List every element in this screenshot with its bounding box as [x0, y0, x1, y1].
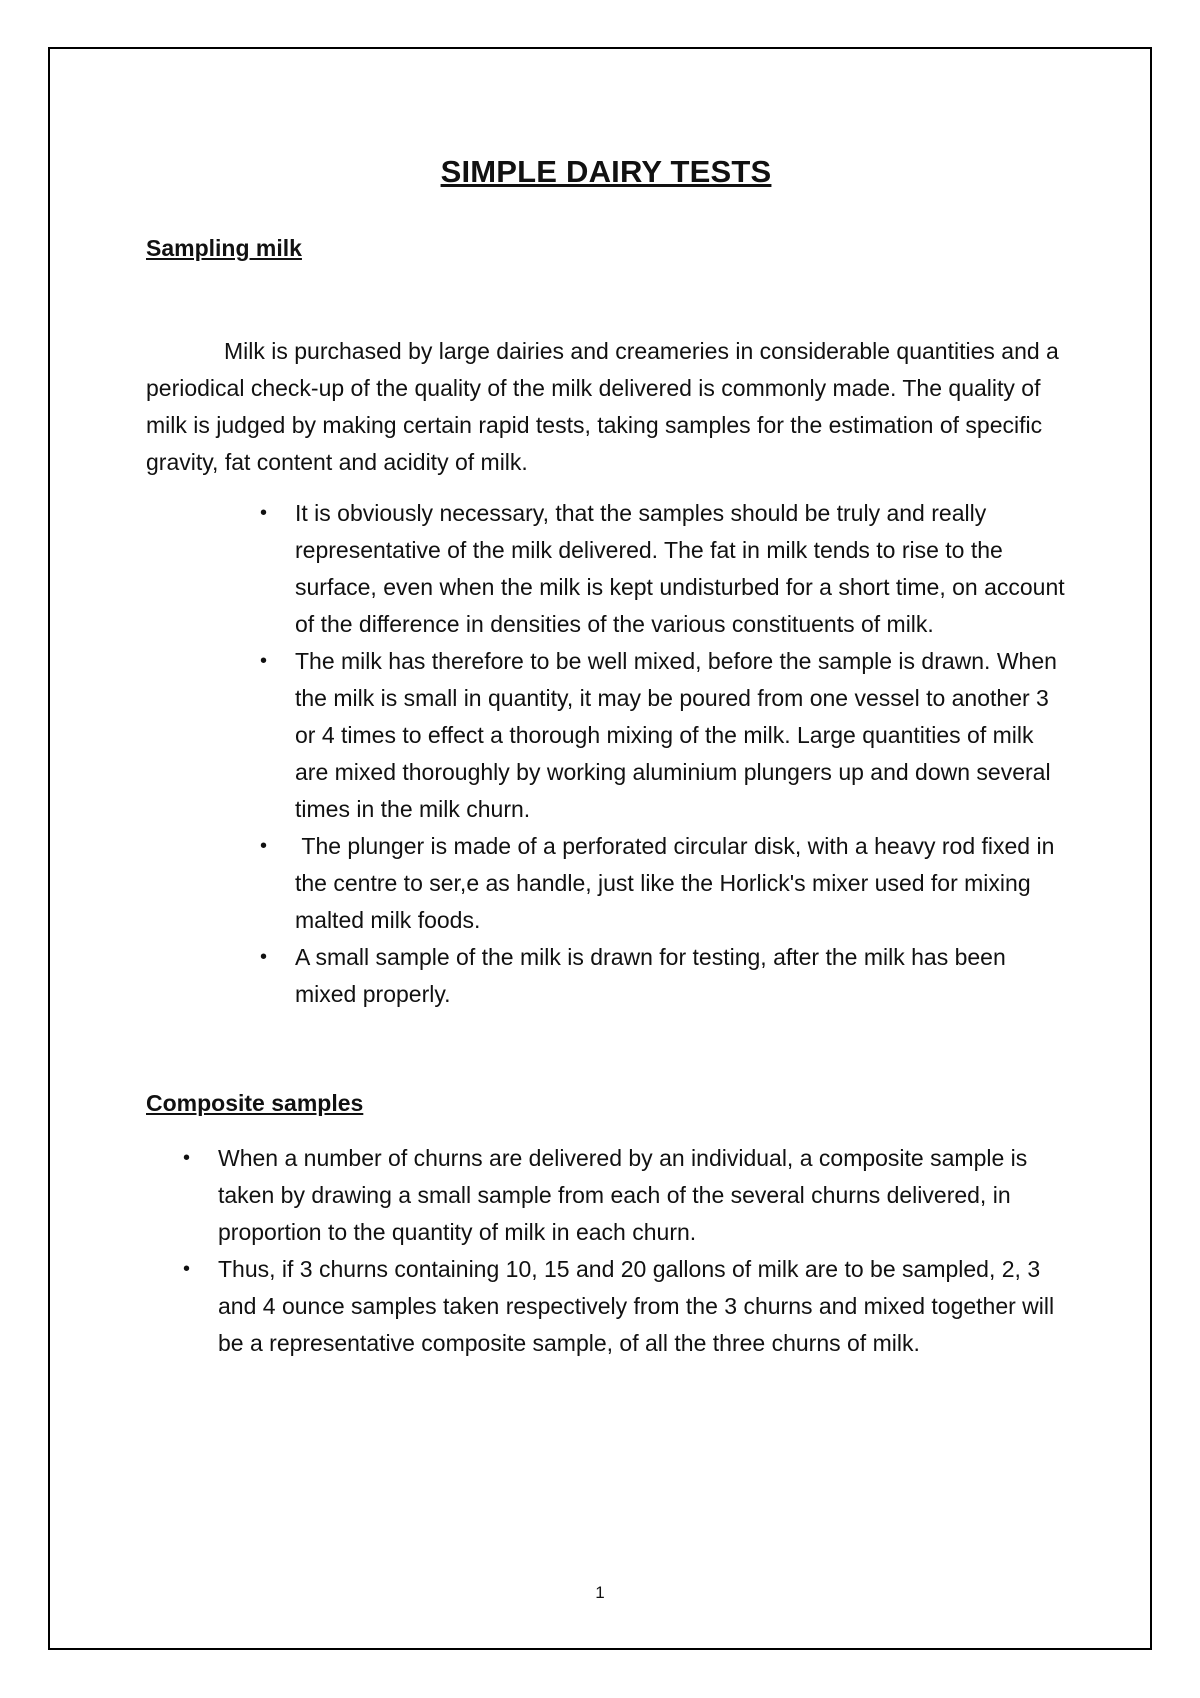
- list-item-text: The milk has therefore to be well mixed, before the sample is drawn. When the milk is small in quantity, it may be poured from one vessel to another 3 or 4 times to effect a thorough mixing of the milk. Large quantities of milk are mixed thoroughly by working aluminium plungers up and down several times in the milk churn.: [295, 648, 1057, 822]
- list-item-text: Thus, if 3 churns containing 10, 15 and 20 gallons of milk are to be sampled, 2, 3 and 4 ounce samples taken respectively from the 3 churns and mixed together will be a representative composite sample, of all the three churns of milk.: [218, 1256, 1055, 1356]
- bullet-icon: •: [260, 502, 268, 524]
- bullet-icon: •: [260, 946, 268, 968]
- composite-samples-bullet-list: [183, 1140, 1068, 1362]
- bullet-icon: •: [183, 1258, 191, 1280]
- sampling-milk-bullet-list: [260, 495, 1065, 1013]
- page-number: 1: [595, 1583, 605, 1602]
- bullet-icon: •: [260, 835, 268, 857]
- list-item-text: It is obviously necessary, that the samples should be truly and really representative of the milk delivered. The fat in milk tends to rise to the surface, even when the milk is kept undisturbed for a short time, on account of the difference in densities of the various constituents of milk.: [295, 500, 1065, 637]
- sampling-milk-paragraph: Milk is purchased by large dairies and creameries in considerable quantities and a periodical check-up of the quality of the milk delivered is commonly made. The quality of milk is judged by making certain rapid tests, taking samples for the estimation of specific gravity, fat content and acidity of milk.: [146, 338, 1059, 475]
- document-content: [146, 150, 1066, 1362]
- list-item-text: The plunger is made of a perforated circular disk, with a heavy rod fixed in the centre to ser,e as handle, just like the Horlick's mixer used for mixing malted milk foods.: [295, 833, 1061, 933]
- list-item: [183, 1251, 1068, 1362]
- list-item: [260, 495, 1065, 643]
- list-item: [183, 1140, 1068, 1251]
- bullet-icon: •: [183, 1147, 191, 1169]
- document-title: SIMPLE DAIRY TESTS: [440, 154, 772, 189]
- list-item-text: A small sample of the milk is drawn for testing, after the milk has been mixed properly.: [295, 944, 1006, 1007]
- section-heading-sampling-milk: Sampling milk: [146, 235, 302, 261]
- list-item-text: When a number of churns are delivered by an individual, a composite sample is taken by drawing a small sample from each of the several churns delivered, in proportion to the quantity of milk in each churn.: [218, 1145, 1028, 1245]
- list-item: [260, 939, 1065, 1013]
- section-heading-composite-samples: Composite samples: [146, 1090, 364, 1116]
- list-item: [260, 828, 1065, 939]
- list-item: [260, 643, 1065, 828]
- bullet-icon: •: [260, 650, 268, 672]
